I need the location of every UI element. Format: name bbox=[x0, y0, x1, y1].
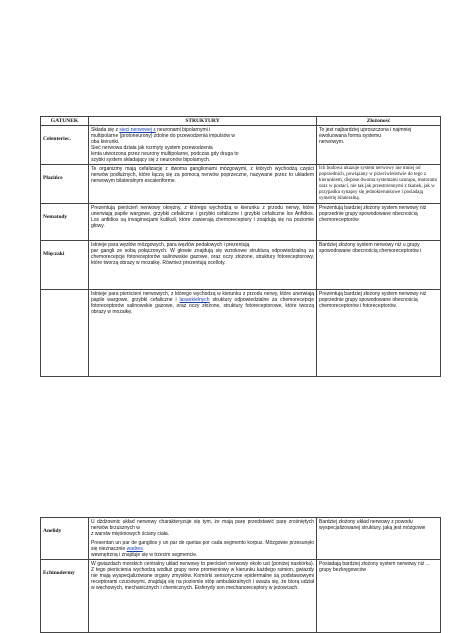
row-complexity: Prezentują bardziej złożony system nerwowy niż poprzednie grupy spowodowane obecnością chemoreceptorów i fotoreceptorów. bbox=[317, 290, 441, 377]
header-gatunek: GATUNEK bbox=[41, 117, 89, 126]
row-complexity: Posiadają bardziej złożony system nerwowy niż ... grupy bezkręgowców bbox=[317, 560, 441, 633]
table-row bbox=[41, 560, 441, 633]
row-name: Nematody bbox=[41, 204, 89, 241]
row-structures: W gwiazdach morskich centralny układ nerwowy to pierścień nerwowy około ust (poniżej naskórka). Z tego pierścienia wychodzą wzdłuż grupy nerw promieniowy w kierunku każdego ramion, gwiazdy nie mają wyspecjalizowane organy zmysłów. Komórki sensoryczne epidermalne są podstawowymi receptorami czuciowymi, znajdują się na poziomie stóp ambulakralnych i uważa się, że biorą udział w węchowych, mechanicznych i chemicznych. Eisferydy son mechanoreceptory w jeżowcach. bbox=[89, 560, 317, 633]
header-zlozonosc: Złożoność bbox=[317, 117, 441, 126]
table-row bbox=[41, 204, 441, 241]
row-name bbox=[41, 290, 89, 377]
table-row bbox=[41, 126, 441, 165]
row-complexity: Ich budowa ukazuje system nerwowy nie mniej od poprzednich, powiązany w przeciwieństwie do tego z kierunkiem, dispose dwoma systemami uzurapu, motorami oraz w postaci, nie tak jak przestrzennymi z tkanek, jak w przypadku synapsy się jednokierunkowe i posiadają symetrię bilateralną. bbox=[317, 165, 441, 204]
row-complexity: Bardziej złożony układ nerwowy z powodu wyspecjalizowanej struktury, jaką jest mózgowie bbox=[317, 518, 441, 560]
row-structures: Te organizmy mają cefalizację z dwoma ganglionami mózgowymi, z których wychodzą części nerwów podłużnych, które łączą się za pomocą nerwów poprzeczne, nazywane przez to układem nerwowym bilateralnym escaleriforme. bbox=[89, 165, 317, 204]
row-structures: Istnieje para pierścieni nerwowych, z którego wychodzą w kierunku z przodu nerwy, które unerwiają papile wargowe, grzybki cefaliczne i lasankielnych struktury odpowiedzialne za chemorecepcje fotoreceptorów salinowskie gazowe, oraz oczy złożone, struktury fotoreceptorowe, które tworzą obrazy w mozaikę. bbox=[89, 290, 317, 377]
inline-link[interactable]: sieci nerwowej z bbox=[119, 127, 156, 133]
row-structures: Składa się z sieci nerwowej z neuronami bipolarnymi i multipolarne (protoneurony) zdolne do przewodzenia impulsów w oba kierunki. Sieć nerwowa działa jak rozmyty system przewodzenia lenta utworzona przez neurony multipolarne, podczas gdy druga to szybki system składający się z neuronów bipolarnych. bbox=[89, 126, 317, 165]
row-complexity: To jest najbardziej uproszczona i najmniej ewoluowana forma systemu nerwowym. bbox=[317, 126, 441, 165]
header-struktury: STRUKTURY bbox=[89, 117, 317, 126]
row-name: Mięczaki bbox=[41, 241, 89, 290]
row-complexity: Prezentują bardziej złożony system nerwowy niż poprzednie grupy spowodowane obecnością chemoreceptorów bbox=[317, 204, 441, 241]
structures-table-continued bbox=[40, 517, 441, 633]
table-row bbox=[41, 165, 441, 204]
structures-table bbox=[40, 116, 441, 377]
row-structures: Prezentują pierścień nerwowy okrężny, z którego wychodzą w kierunku z przodu nerwy, które unerwiają papile wargowe, grzybki cefaliczne i grzybki cefaliczne i grzybki cefaliczne los Anfidios. Los anfidios są invaginacjami kutikuli, które zawierają chemoreceptory i znajdują się na poziomie głowy. bbox=[89, 204, 317, 241]
row-name: Anelidy bbox=[41, 518, 89, 560]
row-name: Echinodermy bbox=[41, 560, 89, 633]
row-structures: U dżdżownic układ nerwowy charakteryzuje się tym, że mają parę przedstawić parę zrośniętych nerwów brzusznych w z warstw mięśniowych ściany ciała. Presentan un par de ganglios y un par de quetas por cada segmento korpus. Mózgowie przesunęło się nieznacznie wadres wewnętrzną i znajduje się w trzecim segmencie. bbox=[89, 518, 317, 560]
table-header-row bbox=[41, 117, 441, 126]
table-row bbox=[41, 290, 441, 377]
table-row bbox=[41, 241, 441, 290]
inline-link[interactable]: lasankielnych bbox=[179, 297, 210, 303]
row-complexity: Bardziej złożony system nerwowy niż u grupy spowodowane obecnością chemoreceptorów i bbox=[317, 241, 441, 290]
row-name: Celenteriec. bbox=[41, 126, 89, 165]
table-row bbox=[41, 518, 441, 560]
row-name: Płazińce bbox=[41, 165, 89, 204]
row-structures: Istnieje para węzłów mózgowych, para węzłów pedałowych i prezentują par gangli ze sobą połączonych. W głowie znajdują się wzrokowe strukturą odpowiedzialną za chemorecepcje fotoreceptorów salinowskie gazowe, oraz oczy złożone, struktury fotoreceptorowy, które tworzą obrazy w mozaikę. Również prezentują ocelloty. bbox=[89, 241, 317, 290]
inline-link[interactable]: wadres bbox=[126, 546, 143, 552]
